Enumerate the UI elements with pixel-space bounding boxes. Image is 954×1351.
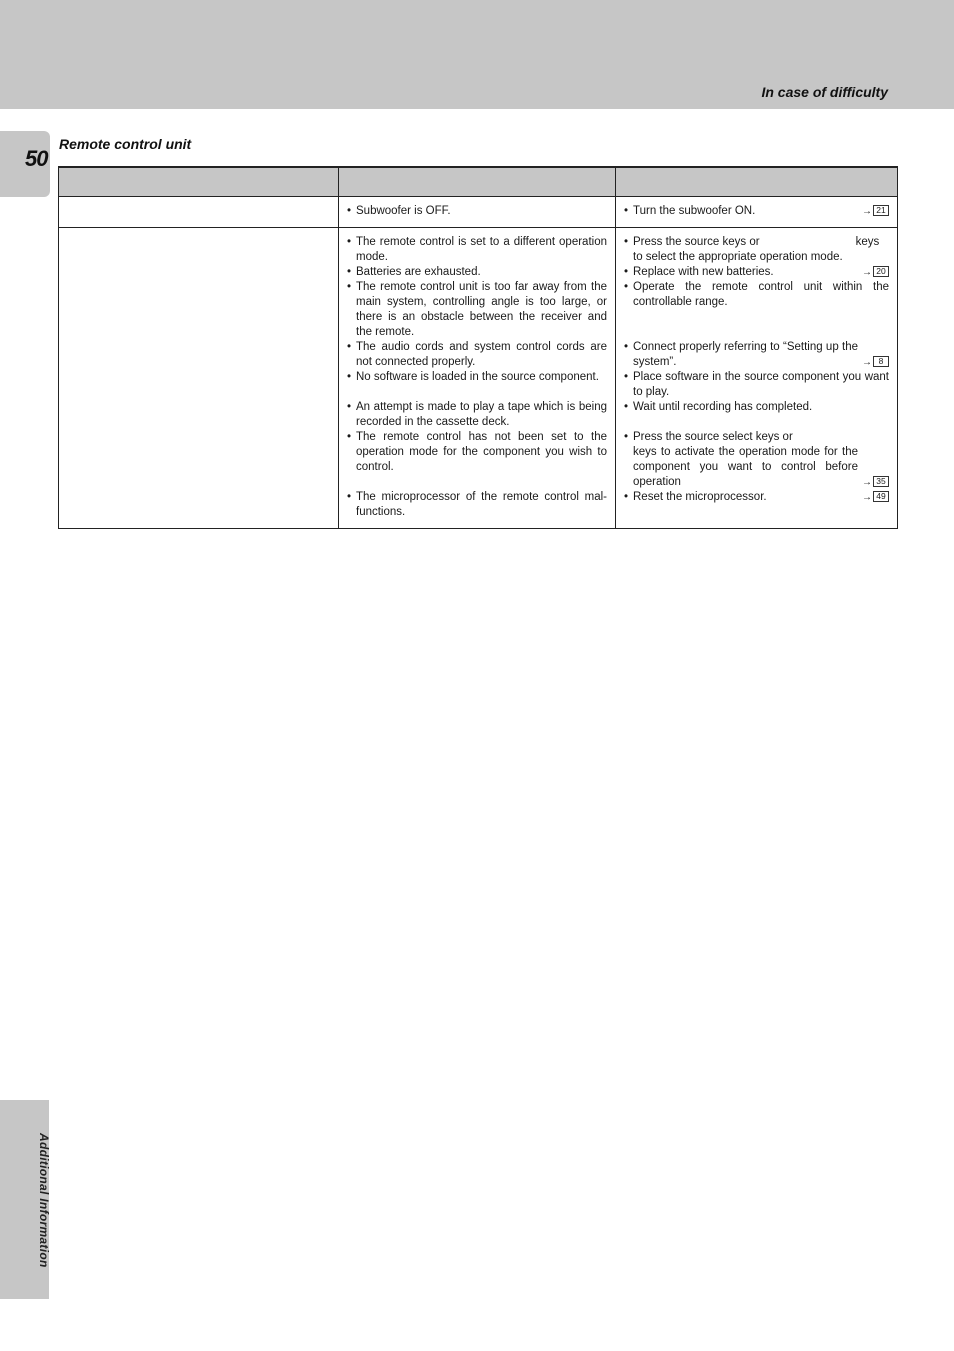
- page-ref: [862, 475, 889, 490]
- arrow-icon: →: [862, 267, 872, 278]
- remedy-item: • Operate the remote control unit within the controllable range.: [624, 280, 889, 310]
- book-ref-icon: 20: [873, 266, 889, 277]
- arrow-icon: →: [862, 357, 872, 368]
- symptom-cell: [59, 228, 339, 529]
- header-remedy: [616, 167, 898, 197]
- remedy-item: • Place software in the source component you want to play.: [624, 370, 889, 400]
- remedy-item: • → 35 Press the source select keys or keys to activate the operation mode for the component you want to control before operation: [624, 430, 889, 490]
- cause-item: • The microprocessor of the remote control mal-functions.: [347, 490, 607, 520]
- cause-item: • Subwoofer is OFF.: [347, 204, 607, 219]
- page-number: 50: [25, 146, 48, 171]
- page-ref: [862, 204, 889, 219]
- table-header-row: [59, 167, 898, 197]
- remedy-cell: [616, 228, 898, 529]
- arrow-icon: →: [862, 477, 872, 488]
- remedy-item: • → 21 Turn the subwoofer ON.: [624, 204, 889, 219]
- cause-item: • The audio cords and system control cords are not connected properly.: [347, 340, 607, 370]
- troubleshooting-table: [58, 166, 898, 529]
- book-ref-icon: 21: [873, 205, 889, 216]
- cause-item: • No software is loaded in the source component.: [347, 370, 607, 385]
- side-tab-label: Additional Information: [37, 1133, 51, 1268]
- page-ref: [862, 265, 889, 280]
- book-ref-icon: 49: [873, 491, 889, 502]
- symptom-cell: [59, 197, 339, 228]
- table-row: [59, 228, 898, 529]
- cause-item: • The remote control is set to a different operation mode.: [347, 235, 607, 265]
- cause-item: • An attempt is made to play a tape which is being recorded in the cassette deck.: [347, 400, 607, 430]
- book-ref-icon: 35: [873, 476, 889, 487]
- cause-item: • The remote control unit is too far away from the main system, controlling angle is too large, or there is an obstacle between the receiver and the remote.: [347, 280, 607, 340]
- remedy-item: • Press the source keys or keys to select the appropriate operation mode.: [624, 235, 889, 265]
- header-cause: [339, 167, 616, 197]
- remedy-item: • → 20 Replace with new batteries.: [624, 265, 889, 280]
- cause-item: • The remote control has not been set to the operation mode for the component you wish to control.: [347, 430, 607, 475]
- arrow-icon: →: [862, 492, 872, 503]
- cause-cell: [339, 197, 616, 228]
- subsection-title: Remote control unit: [59, 136, 192, 152]
- cause-cell: [339, 228, 616, 529]
- page-ref: [862, 490, 889, 505]
- remedy-item: • Wait until recording has completed.: [624, 400, 889, 415]
- arrow-icon: →: [862, 206, 872, 217]
- page-ref: [862, 355, 889, 370]
- cause-item: • Batteries are exhausted.: [347, 265, 607, 280]
- remedy-cell: [616, 197, 898, 228]
- table-row: [59, 197, 898, 228]
- section-title: In case of difficulty: [761, 84, 888, 100]
- remedy-item: • → 49 Reset the microprocessor.: [624, 490, 889, 505]
- header-symptom: [59, 167, 339, 197]
- remedy-item: • → 8 Connect properly referring to “Setting up the system”.: [624, 340, 889, 370]
- book-ref-icon: 8: [873, 356, 889, 367]
